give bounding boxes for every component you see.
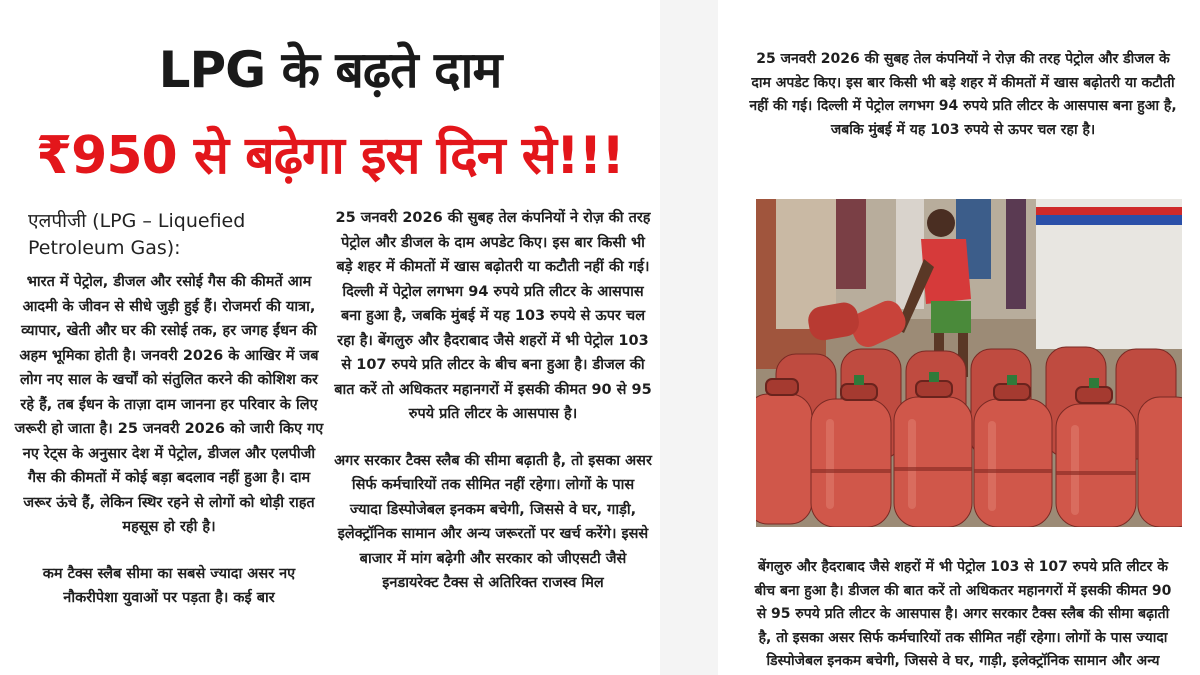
right-page-top-text: 25 जनवरी 2026 की सुबह तेल कंपनियों ने रोज़ की तरह पेट्रोल और डीजल के दाम अपडेट किए। इस बार किसी भी बड़े शहर में कीमतों में खास बढ़ोतरी या कटौती नहीं की गई। दिल्ली में पेट्रोल लगभग 94 रुपये प्रति लीटर के आसपास बना हुआ है, जबकि मुंबई में यह 103 रुपये से ऊपर चल रहा है। bbox=[749, 51, 1177, 138]
left-column bbox=[14, 208, 324, 633]
page-bottom-edge bbox=[0, 661, 660, 675]
right-page-bottom-text: बेंगलुरु और हैदराबाद जैसे शहरों में भी पेट्रोल 103 से 107 रुपये प्रति लीटर के बीच बना हुआ है। डीजल की बात करें तो अधिकतर महानगरों में इसकी कीमत 90 से 95 रुपये प्रति लीटर के आसपास है। अगर सरकार टैक्स स्लैब की सीमा बढ़ाती है, तो इसका असर सिर्फ कर्मचारियों तक सीमित नहीं रहेगा। लोगों के पास ज्यादा डिस्पोजेबल इनकम बचेगी, जिससे वे घर, गाड़ी, इलेक्ट्रॉनिक सामान और अन्य bbox=[754, 559, 1172, 669]
right-page bbox=[718, 0, 1200, 675]
right-column-paragraph: अगर सरकार टैक्स स्लैब की सीमा बढ़ाती है, तो इसका असर सिर्फ कर्मचारियों तक सीमित नहीं रहेगा। लोगों के पास ज्यादा डिस्पोजेबल इनकम बचेगी, जिससे वे घर, गाड़ी, इलेक्ट्रॉनिक सामान और अन्य जरूरतों पर खर्च करेंगे। इससे बाजार में मांग बढ़ेगी और सरकार को जीएसटी जैसे इनडायरेक्ट टैक्स से अतिरिक्त राजस्व मिल bbox=[334, 452, 652, 591]
section-heading: एलपीजी (LPG – Liquefied Petroleum Gas): bbox=[28, 210, 246, 259]
left-column-paragraph: कम टैक्स स्लैब सीमा का सबसे ज्यादा असर नए नौकरीपेशा युवाओं पर पड़ता है। कई बार bbox=[42, 565, 296, 606]
right-column-paragraph: 25 जनवरी 2026 की सुबह तेल कंपनियों ने रोज़ की तरह पेट्रोल और डीजल के दाम अपडेट किए। इस बार किसी भी बड़े शहर में कीमतों में खास बढ़ोतरी या कटौती नहीं की गई। दिल्ली में पेट्रोल लगभग 94 रुपये प्रति लीटर के आसपास बना हुआ है, जबकि मुंबई में यह 103 रुपये से ऊपर चल रहा है। बेंगलुरु और हैदराबाद जैसे शहरों में भी पेट्रोल 103 से 107 रुपये प्रति लीटर के बीच बना हुआ है। डीजल की बात करें तो अधिकतर महानगरों में इसकी कीमत 90 से 95 रुपये प्रति लीटर के आसपास है। bbox=[334, 210, 652, 422]
headline-line1: LPG के बढ़ते दाम bbox=[158, 41, 502, 99]
right-column bbox=[334, 206, 652, 618]
headline-line2-price: ₹950 से बढ़ेगा इस दिन से!!! bbox=[35, 126, 625, 186]
page-gutter bbox=[660, 0, 718, 675]
lpg-cylinders-photo bbox=[756, 199, 1182, 527]
left-column-paragraph: भारत में पेट्रोल, डीजल और रसोई गैस की कीमतें आम आदमी के जीवन से सीधे जुड़ी हुई हैं। रोजमर्रा की यात्रा, व्यापार, खेती और घर की रसोई तक, हर जगह ईंधन की अहम भूमिका होती है। जनवरी 2026 के आखिर में जब लोग नए साल के खर्चों को संतुलित करने की कोशिश कर रहे हैं, तब ईंधन के ताज़ा दाम जानना हर परिवार के लिए जरूरी हो जाता है। 25 जनवरी 2026 को जारी किए गए नए रेट्स के अनुसार देश में पेट्रोल, डीजल और एलपीजी गैस की कीमतों में कोई बड़ा बदलाव नहीं हुआ है। दाम जरूर ऊंचे हैं, लेकिन स्थिर रहने से लोगों को थोड़ी राहत महसूस हो रही है। bbox=[14, 274, 324, 535]
